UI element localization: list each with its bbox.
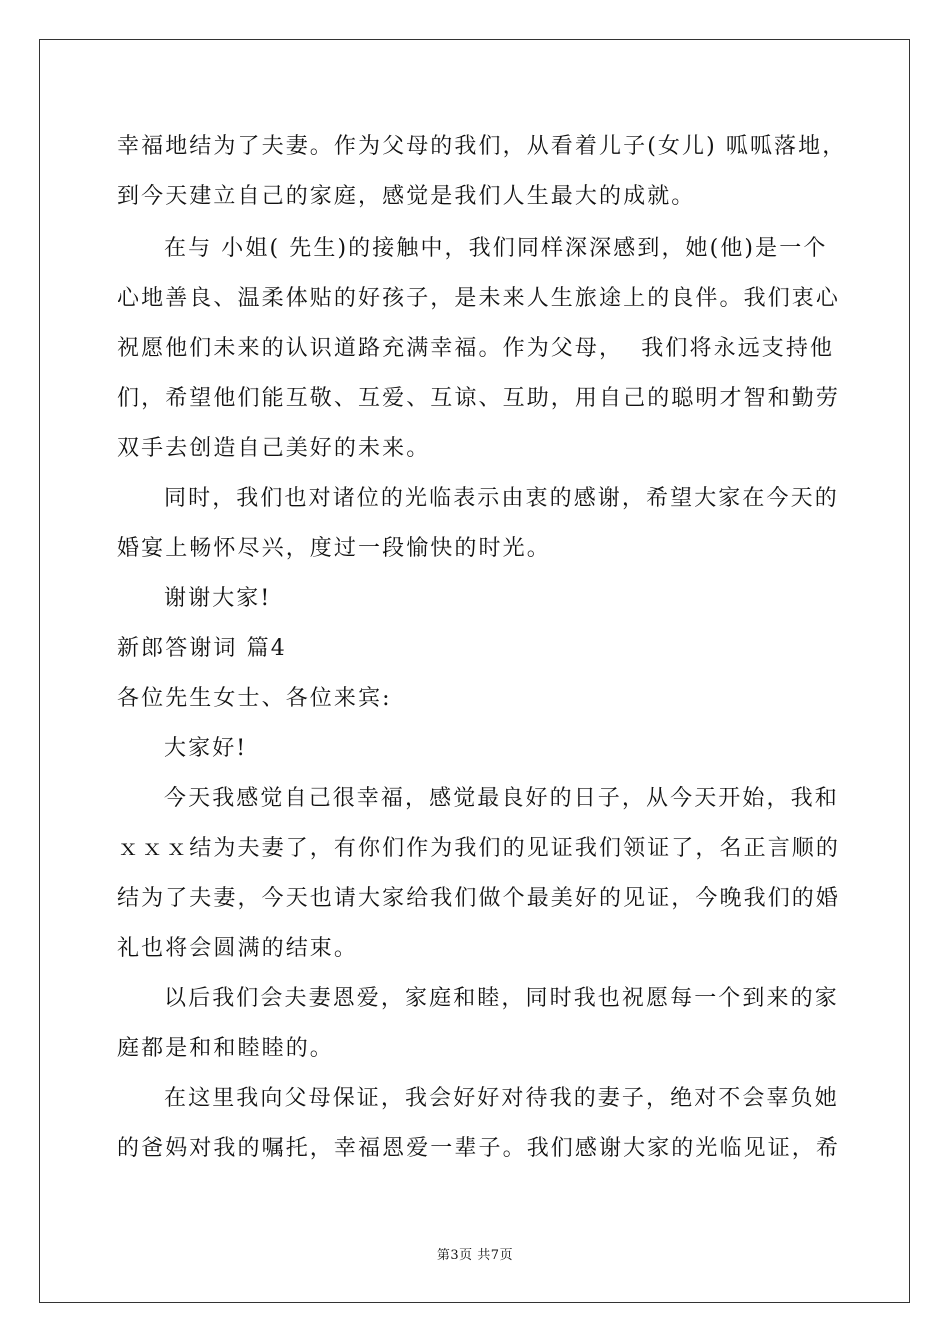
text-line: 们，希望他们能互敬、互爱、互谅、互助，用自己的聪明才智和勤劳 <box>117 386 841 411</box>
page-number: 第3页 共7页 <box>436 1248 514 1263</box>
text-line: 的爸妈对我的嘱托，幸福恩爱一辈子。我们感谢大家的光临见证，希 <box>117 1136 841 1161</box>
text-line: 今天我感觉自己很幸福，感觉最良好的日子，从今天开始，我和 <box>164 786 839 811</box>
text-line: 结为了夫妻，今天也请大家给我们做个最美好的见证，今晚我们的婚 <box>117 886 841 911</box>
text-line: 双手去创造自己美好的未来。 <box>117 436 431 461</box>
text-line: 幸福地结为了夫妻。作为父母的我们，从看着儿子(女儿) 呱呱落地， <box>117 134 847 159</box>
text-line: 大家好! <box>164 736 248 761</box>
salutation: 各位先生女士、各位来宾: <box>117 686 392 711</box>
section-heading: 新郎答谢词 篇4 <box>117 636 287 661</box>
text-line: 谢谢大家! <box>164 586 272 611</box>
text-line: ｘｘｘ结为夫妻了，有你们作为我们的见证我们领证了，名正言顺的 <box>117 836 841 861</box>
text-line: 在与 小姐( 先生)的接触中，我们同样深深感到，她(他)是一个 <box>164 236 828 261</box>
text-line: 礼也将会圆满的结束。 <box>117 936 359 961</box>
text-line: 在这里我向父母保证，我会好好对待我的妻子，绝对不会辜负她 <box>164 1086 839 1111</box>
text-line: 祝愿他们未来的认识道路充满幸福。作为父母， 我们将永远支持他 <box>117 336 835 361</box>
text-line: 以后我们会夫妻恩爱，家庭和睦，同时我也祝愿每一个到来的家 <box>164 986 839 1011</box>
text-line: 心地善良、温柔体贴的好孩子，是未来人生旅途上的良伴。我们衷心 <box>117 286 841 311</box>
text-line: 到今天建立自己的家庭，感觉是我们人生最大的成就。 <box>117 184 696 209</box>
text-line: 庭都是和和睦睦的。 <box>117 1036 334 1061</box>
text-line: 婚宴上畅怀尽兴，度过一段愉快的时光。 <box>117 536 551 561</box>
text-line: 同时，我们也对诸位的光临表示由衷的感谢，希望大家在今天的 <box>164 486 839 511</box>
